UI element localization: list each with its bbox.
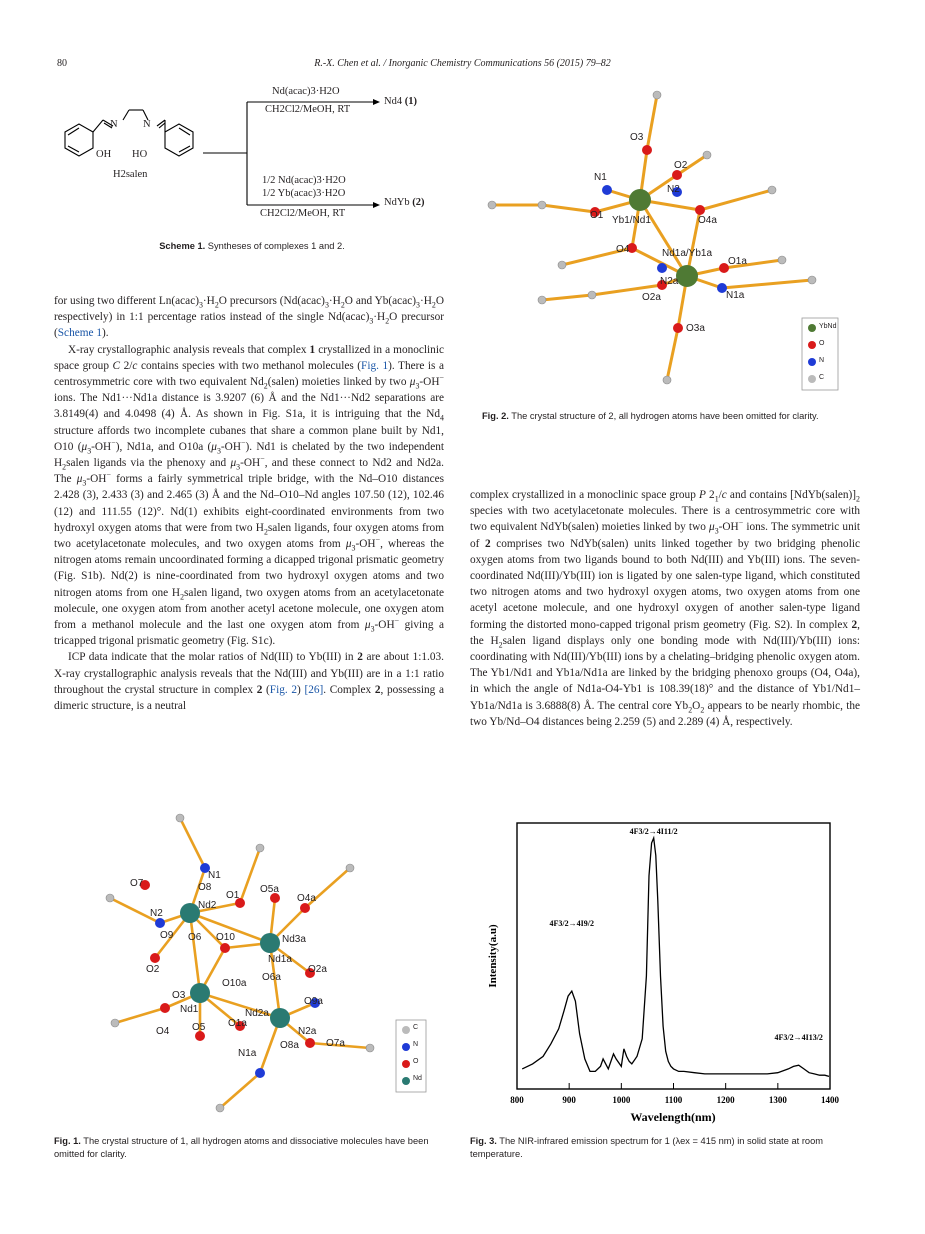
fig2-caption: Fig. 2. The crystal structure of 2, all hydrogen atoms have been omitted for clarity. [482,411,819,421]
fig2-atom-label: N2a [660,276,679,287]
fig1-atom-label: O10 [216,932,235,943]
fig1-atom-label: O10a [222,978,247,989]
fig2-legend-label: YbNd [819,323,837,330]
fig1-atom-label: O7a [326,1038,345,1049]
ligand-label: H2salen [113,169,148,180]
fig2-atom-label: N2 [667,184,680,195]
fig1-atom-label: O4 [156,1026,170,1037]
scheme-n-left: N [110,119,118,130]
transition-annotation: 4F3/2→4I13/2 [774,1033,823,1042]
scheme-top-product: Nd4 (1) [384,96,417,107]
fig1-atom-label: O9a [304,996,323,1007]
fig2-atom-label: N1a [726,290,745,301]
fig1-atom-label: N1a [238,1048,257,1059]
fig1-atom-label: O2 [146,964,160,975]
fig2-atom-label: N1 [594,172,607,183]
right-column-text: complex crystallized in a monoclinic space group P $2_1/c$ and contains $[NdYb(salen)]_2$ species with two acetylacetonate molecules. There is a centrosymmetric core with two equivalent NdYb(salen) moieties linked by two $\mu_3-OH^-$ ions. The symmetric unit of 2 comprises two NdYb(salen) units linked together by two bridging phenolic oxygen atoms from two ligands bound to both Nd(III) and Yb(III) ions. The seven-coordinated Nd(III)/Yb(III) ion is ligated by one salen-type ligand, which constituted two nitrogen atoms and two hydroxyl oxygen atoms, two oxygen atoms from one acetyl acetone molecule, and one hydroxyl oxygen of another salen-type ligand forming the distorted mono-capped trigonal prism geometry (Fig. S2). In complex 2, the $H_2salen$ ligand displays only one bonding mode with Nd(III)/Yb(III) ions: coordinating with Nd(III)/Yb(III) ions by a chelating–bridging phenolic oxygen atom. The Yb1/Nd1 and Yb1a/Nd1a are linked by the bridging phenoxo groups (O4, O4a), in which the angle of Nd1a-O4-Yb1 is 108.39(18)° and the distance of Yb1/Nd1–Yb1a/Nd1a is 3.6888(8) Å. The central core $Yb_2O_2$ appears to be nearly rhombic, the two Yb/Nd–O4 distances being 2.259 (5) and 2.289 (4) Å, respectively. [470,489,860,728]
fig1-atom-label: O8 [198,882,212,893]
scheme-bot-product: NdYb (2) [384,197,425,208]
fig3-caption: Fig. 3. The NIR-infrared emission spectrum for 1 (λex = 415 nm) in solid state at room temperature. [470,1136,823,1159]
fig2-atom-label: O2a [642,292,661,303]
x-tick-label: 900 [562,1095,576,1105]
fig2-atom-label: O1 [590,210,604,221]
scheme-n-right: N [143,119,151,130]
fig1-atom-label: O5 [192,1022,206,1033]
transition-annotation: 4F3/2→4I11/2 [629,827,678,836]
scheme-bot-reagent-2: 1/2 Yb(acac)3·H2O [262,188,346,199]
fig2-atom-label: O2 [674,160,688,171]
fig1-atom-label: O1a [228,1018,247,1029]
fig1-atom-label: O9 [160,930,174,941]
scheme-ho: HO [132,149,148,160]
fig1-legend-label: C [413,1024,419,1031]
fig1-atom-label: Nd1a [268,954,292,965]
x-tick-label: 1100 [664,1095,683,1105]
x-tick-label: 800 [510,1095,524,1105]
fig2-atom-label: Yb1/Nd1 [612,215,651,226]
fig2-legend-label: O [819,340,825,347]
fig1-atom-label: N1 [208,870,221,881]
running-title: R.-X. Chen et al. / Inorganic Chemistry Communications 56 (2015) 79–82 [314,58,611,69]
fig1-atom-label: Nd2 [198,900,217,911]
fig1-legend-label: Nd [413,1075,422,1082]
fig1-atom-label: Nd1 [180,1004,199,1015]
fig2-labels [482,80,842,400]
fig2-atom-label: O4a [698,215,717,226]
fig1-atom-label: Nd3a [282,934,306,945]
scheme-1-caption: Scheme 1. Syntheses of complexes 1 and 2. [159,241,345,251]
fig1-atom-label: O6a [262,972,281,983]
scheme-top-reagent: Nd(acac)3·H2O [272,86,340,97]
x-axis-label: Wavelength(nm) [630,1110,716,1124]
fig2-atom-label: Nd1a/Yb1a [662,248,713,259]
fig1-atom-label: Nd2a [245,1008,269,1019]
fig1-atom-label: O5a [260,884,279,895]
fig1-atom-label: O3 [172,990,186,1001]
scheme-bot-solvent: CH2Cl2/MeOH, RT [260,208,346,219]
x-tick-label: 1300 [768,1095,787,1105]
x-tick-label: 1200 [716,1095,735,1105]
fig1-caption: Fig. 1. The crystal structure of 1, all hydrogen atoms and dissociative molecules have been omitted for clarity. [54,1136,429,1159]
fig1-atom-label: O1 [226,890,240,901]
fig1-atom-label: N2 [150,908,163,919]
scheme-bot-reagent-1: 1/2 Nd(acac)3·H2O [262,175,346,186]
fig1-atom-label: O8a [280,1040,299,1051]
x-tick-label: 1000 [612,1095,631,1105]
y-axis-label: Intensity(a.u) [487,924,499,988]
plot-frame [517,823,830,1089]
scheme-top-solvent: CH2Cl2/MeOH, RT [265,104,351,115]
fig2-legend-label: N [819,357,825,364]
fig1-atom-label: N2a [298,1026,317,1037]
left-column-text: for using two different $Ln(acac)_3\cdot H_2O$ precursors ($Nd(acac)_3\cdot H_2O$ and $Yb(acac)_3\cdot H_2O$ respectively) in 1:1 percentage ratios instead of the single $Nd(acac)_3\cdot H_2O$ precursor (Scheme 1). X-ray crystallographic analysis reveals that complex 1 crystallized in a monoclinic space group C 2/c contains species with two methanol molecules (Fig. 1). There is a centrosymmetric core with two equivalent $Nd_2(salen)$ moieties linked by two $\mu_3-OH^-$ ions. The Nd1···Nd1a distance is 3.9207 (6) Å and the Nd1···Nd2 separations are 3.8149(4) and 4.0498 (4) Å. As shown in Fig. S1a, it is intriguing that the $Nd_4$ structure affords two incomplete cubanes that share a common plane built by Nd1, O10 $(\mu_3-OH^-)$, Nd1a, and O10a $(\mu_3-OH^-)$. Nd1 is chelated by the two independent $H_2salen$ ligands via the phenoxy and $\mu_3-OH^-$, and these connect to Nd2 and Nd2a. The $\mu_3-OH^-$ forms a fairly symmetrical triple bridge, with the Nd–O10 distances 2.428 (3), 2.433 (3) and 2.465 (3) Å and the Nd–O10–Nd angles 107.50 (12), 102.46 (12) and 111.55 (12)°. Nd(1) exhibits eight-coordinated environments from two hydroxyl oxygen atoms that were from two $H_2salen$ ligands, four oxygen atoms from two acetylacetonate molecules, and two oxygen atoms from $\mu_3-OH^-$, whereas the nitrogen atoms remain uncoordinated forming a dicapped trigonal prismatic geometry (Fig. S1b). Nd(2) is nine-coordinated from two hydroxyl oxygen atoms and two nitrogen atoms from one $H_2salen$ ligand, two oxygen atoms from an acetylacetonate molecule, one oxygen atom from another acetyl acetone molecule, one oxygen atom from a methanol molecule and the last one oxygen atom from $\mu_3-OH^-$ giving a tricapped trigonal prismatic geometry (Fig. S1c). ICP data indicate that the molar ratios of Nd(III) to Yb(III) in 2 are about 1:1.03. X-ray crystallographic analysis reveals that the Nd(III) and Yb(III) are in a 1:1 ratio throughout the crystal structure in complex 2 (Fig. 2) [26]. Complex 2, possessing a dimeric structure, is a neutral [54,295,445,713]
fig1-atom-label: O6 [188,932,202,943]
fig1-legend-label: O [413,1058,419,1065]
fig2-atom-label: O3a [686,323,705,334]
scheme-oh: OH [96,149,112,160]
fig1-atom-label: O7 [130,878,144,889]
fig2-atom-label: O3 [630,132,644,143]
transition-annotation: 4F3/2→4I9/2 [549,919,595,928]
fig3-chart [480,818,850,1130]
fig1-atom-label: O2a [308,964,327,975]
fig2-legend-label: C [819,374,825,381]
fig1-legend-label: N [413,1041,419,1048]
fig1-atom-label: O4a [297,893,316,904]
fig2-atom-label: O4 [616,244,630,255]
fig2-atom-label: O1a [728,256,747,267]
page-number: 80 [57,58,67,69]
x-tick-label: 1400 [821,1095,839,1105]
fig1-labels [100,808,440,1128]
